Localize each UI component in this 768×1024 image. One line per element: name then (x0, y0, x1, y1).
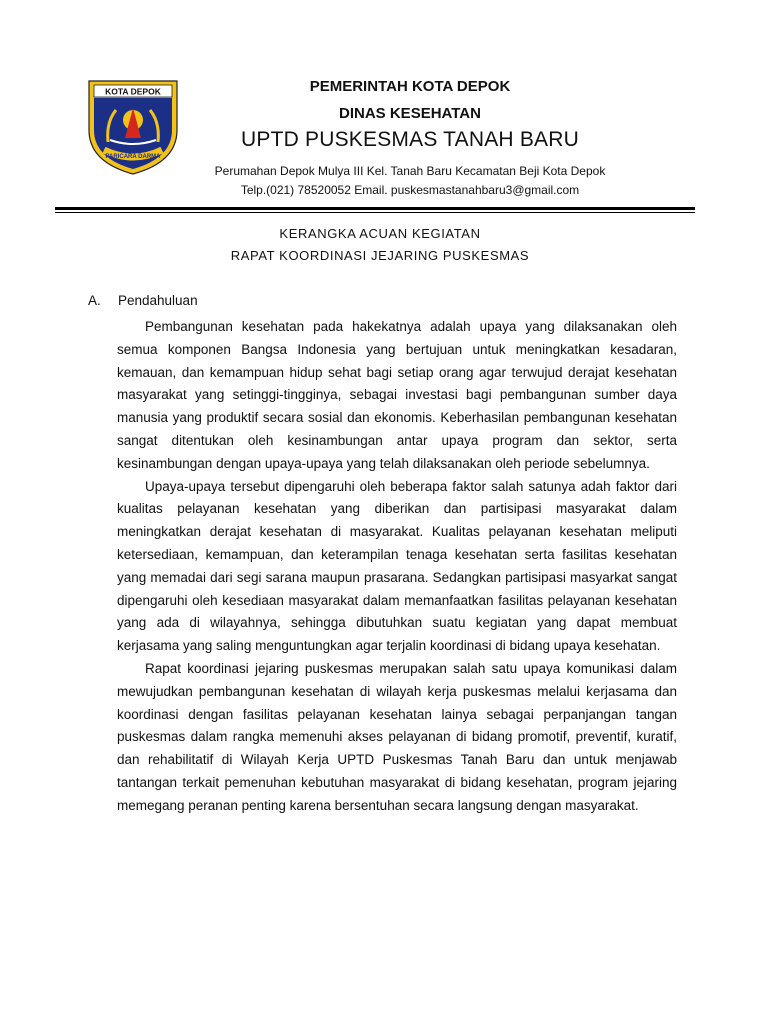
header-divider-thin (55, 212, 695, 213)
section-body (117, 316, 677, 818)
header-contact: Telp.(021) 78520052 Email. puskesmastanahbaru3@gmail.com (240, 183, 580, 197)
header-government: PEMERINTAH KOTA DEPOK (309, 78, 511, 95)
logo-label: KOTA DEPOK (105, 86, 161, 97)
paragraph: Rapat koordinasi jejaring puskesmas merupakan salah satu upaya komunikasi dalam mewujudkan pembangunan kesehatan di wilayah kerja puskesmas melalui kerjasama dan koordinasi dengan fasilitas pelayanan kesehatan lainya sebagai perpanjangan tangan puskesmas dalam rangka memenuhi akses pelayanan di bidang promotif, preventif, kuratif, dan rehabilitatif di Wilayah Kerja UPTD Puskesmas Tanah Baru dan untuk menjawab tantangan terkait pemenuhan kebutuhan masyarakat di bidang kesehatan, program jejaring memegang peranan penting karena bersentuhan secara langsung dengan masyarakat. (117, 660, 677, 813)
paragraph: Upaya-upaya tersebut dipengaruhi oleh beberapa faktor salah satunya adah faktor dari kualitas pelayanan kesehatan yang diberikan dan partisipasi masyarakat dalam meningkatkan derajat kesehatan di masyarakat. Kualitas pelayanan kesehatan meliputi ketersediaan, kemampuan, dan keterampilan tenaga kesehatan serta fasilitas kesehatan yang memadai dari segi sarana maupun prasarana. Sedangkan partisipasi masyarkat sangat dipengaruhi oleh kesediaan masyarakat dalam memanfaatkan fasilitas pelayanan kesehatan yang ada di wilayahnya, sehingga dibutuhkan suatu kegiatan yang dapat membuat kerjasama yang saling menguntungkan agar terjalin koordinasi di bidang upaya kesehatan. (117, 478, 677, 654)
header-address: Perumahan Depok Mulya III Kel. Tanah Baru Kecamatan Beji Kota Depok (214, 164, 606, 178)
header-department: DINAS KESEHATAN (339, 105, 481, 122)
header-divider-thick (55, 207, 695, 210)
header-institution: UPTD PUSKESMAS TANAH BARU (241, 128, 579, 151)
section-heading (88, 293, 198, 308)
paragraph: Pembangunan kesehatan pada hakekatnya adalah upaya yang dilaksanakan oleh semua komponen Bangsa Indonesia yang bertujuan untuk meningkatkan kesadaran, kemauan, dan kemampuan hidup sehat bagi setiap orang agar terwujud derajat kesehatan masyarakat yang setinggi-tingginya, sebagai investasi bagi pembangunan sumber daya manusia yang produktif secara sosial dan ekonomis. Keberhasilan pembangunan kesehatan sangat ditentukan oleh kesinambungan antar upaya program dan sektor, serta kesinambungan dengan upaya-upaya yang telah dilaksanakan oleh periode sebelumnya. (117, 319, 677, 471)
document-subtitle: RAPAT KOORDINASI JEJARING PUSKESMAS (230, 248, 530, 263)
section-number: A. (88, 293, 101, 308)
logo-motto: PARICARA DARMA (105, 154, 161, 160)
section-title: Pendahuluan (118, 293, 198, 308)
document-title: KERANGKA ACUAN KEGIATAN (279, 226, 481, 241)
